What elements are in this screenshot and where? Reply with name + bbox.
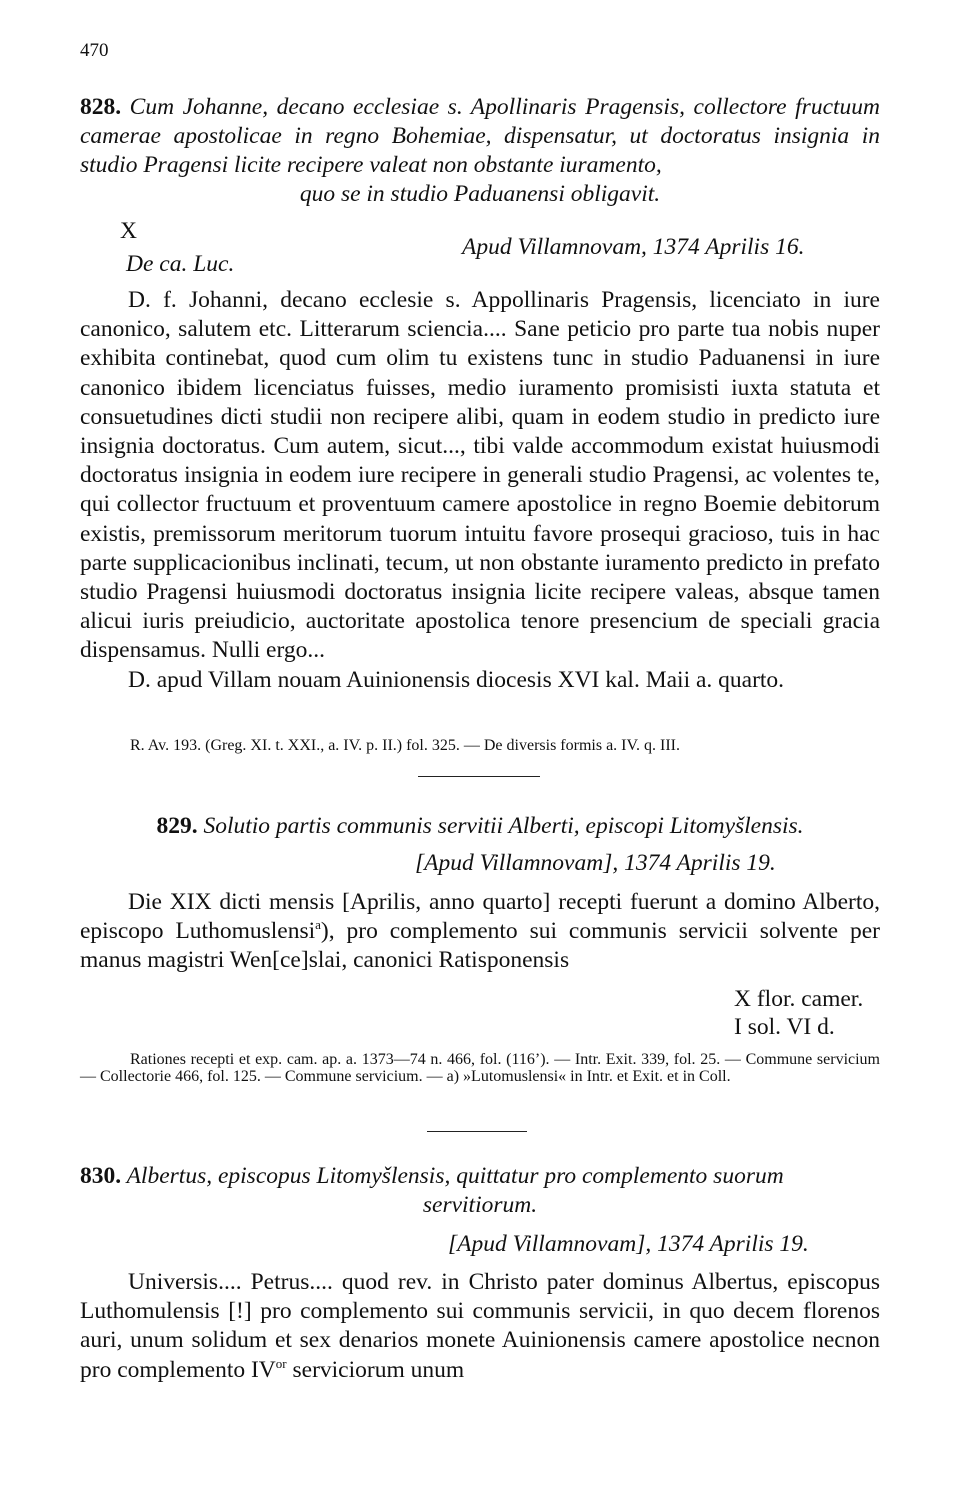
- doc-829-text-a: Die XIX dicti mensis [Aprilis, anno quarto] recepti fuerunt a domino Alberto, episcopo Luthomuslensi: [80, 889, 880, 945]
- separator-rule: [418, 776, 540, 777]
- doc-828-dating: D. apud Villam nouam Auinionensis diocesis XVI kal. Maii a. quarto.: [128, 666, 785, 693]
- superscript: or: [275, 1355, 287, 1371]
- doc-829-note-text: Rationes recepti et exp. cam. ap. a. 1373—74 n. 466, fol. (116’). — Intr. Exit. 339, fol. 25. — Commune servicium — Collectorie 466, fol. 125. — Commune servicium. — a) »Lutomuslensi« in Intr. et Exit. et in Coll.: [80, 1051, 880, 1085]
- doc-829-place-date: [Apud Villamnovam], 1374 Aprilis 19.: [415, 850, 776, 876]
- footnote-marker: a: [315, 917, 321, 933]
- doc-830-place-date: [Apud Villamnovam], 1374 Aprilis 19.: [448, 1231, 809, 1257]
- doc-830-text-b: serviciorum unum: [286, 1356, 465, 1383]
- doc-829-text-b: ), pro complemento sui communis servicii solvente per manus magistri Wen[ce]slai, canonici Ratisponensis: [80, 918, 880, 974]
- doc-828-mark: X: [120, 218, 137, 244]
- doc-828-text: [80, 286, 880, 695]
- doc-830-text: [80, 1268, 880, 1385]
- doc-830-number: 830.: [80, 1163, 122, 1189]
- doc-828-source-abbr: De ca. Luc.: [126, 251, 235, 277]
- doc-828-title-end: quo se in studio Paduanensi obligavit.: [299, 181, 661, 207]
- doc-830-paragraph: [80, 1268, 880, 1385]
- doc-830-text-a: Universis.... Petrus.... quod rev. in Christo pater dominus Albertus, episcopus Luthomulensis [!] pro complemento sui communis servicii, in quo decem florenos auri, unum solidum et sex denarios monete Auinionensis camere apostolice necnon pro complemento IV: [80, 1269, 880, 1383]
- doc-829-text: [80, 888, 880, 976]
- doc-828-place-date: Apud Villamnovam, 1374 Aprilis 16.: [462, 234, 805, 260]
- doc-828-note-text: R. Av. 193. (Greg. XI. t. XXI., a. IV. p. II.) fol. 325. — De diversis formis a. IV. q. III.: [130, 737, 680, 754]
- doc-828-number: 828.: [80, 94, 122, 120]
- doc-830-title-end: servitiorum.: [422, 1192, 538, 1218]
- doc-828-heading: [80, 93, 880, 209]
- separator-rule: [427, 1131, 527, 1132]
- doc-828-note: [80, 737, 880, 754]
- doc-829-title: Solutio partis communis servitii Alberti, episcopi Litomyšlensis.: [203, 813, 804, 839]
- doc-830-title: Albertus, episcopus Litomyšlensis, quittatur pro complemento suorum: [126, 1163, 784, 1189]
- doc-829-paragraph: [80, 888, 880, 976]
- doc-829-number: 829.: [156, 813, 198, 839]
- doc-829-amount-florins: X flor. camer.: [734, 986, 864, 1012]
- doc-829-amount-solidi: I sol. VI d.: [734, 1014, 835, 1040]
- doc-828-paragraph: D. f. Johanni, decano ecclesie s. Appollinaris Pragensis, licenciato in iure canonico, salutem etc. Litterarum sciencia.... Sane peticio pro parte tua nobis nuper exhibita continebat, quod cum olim tu existens tunc in studio Paduanensi in iure canonico ibidem licenciatus fuisses, medio iuramento promisisti iuxta statuta et consuetudines dicti studii non recipere alibi, quam in eodem studio in predicto iure insignia doctoratus. Cum autem, sicut..., tibi valde accommodum existat huiusmodi doctoratus insignia in eodem iure recipere in generali studio Pragensi, ac volentes te, qui collector fructuum et proventuum camere apostolice in regno Boemie debitorum existis, premissorum meritorum tuorum intuitu favore prosequi gracioso, tuis in hac parte supplicacionibus inclinati, tecum, ut non obstante iuramento predicto in prefato studio Pragensi huiusmodi doctoratus insignia licite recipere valeas, absque tamen alicui iuris preiudicio, auctoritate apostolica tenore presencium de speciali gracia dispensamus. Nulli ergo...: [80, 287, 880, 664]
- doc-829-note: [80, 1051, 880, 1085]
- page-number: 470: [80, 40, 109, 61]
- doc-829-heading: [80, 812, 880, 841]
- doc-830-heading: [80, 1162, 880, 1220]
- doc-828-title: Cum Johanne, decano ecclesiae s. Apollinaris Pragensis, collectore fructuum camerae apostolicae in regno Bohemiae, dispensatur, ut doctoratus insignia in studio Pragensi licite recipere valeat non obstante iuramento,: [80, 94, 880, 178]
